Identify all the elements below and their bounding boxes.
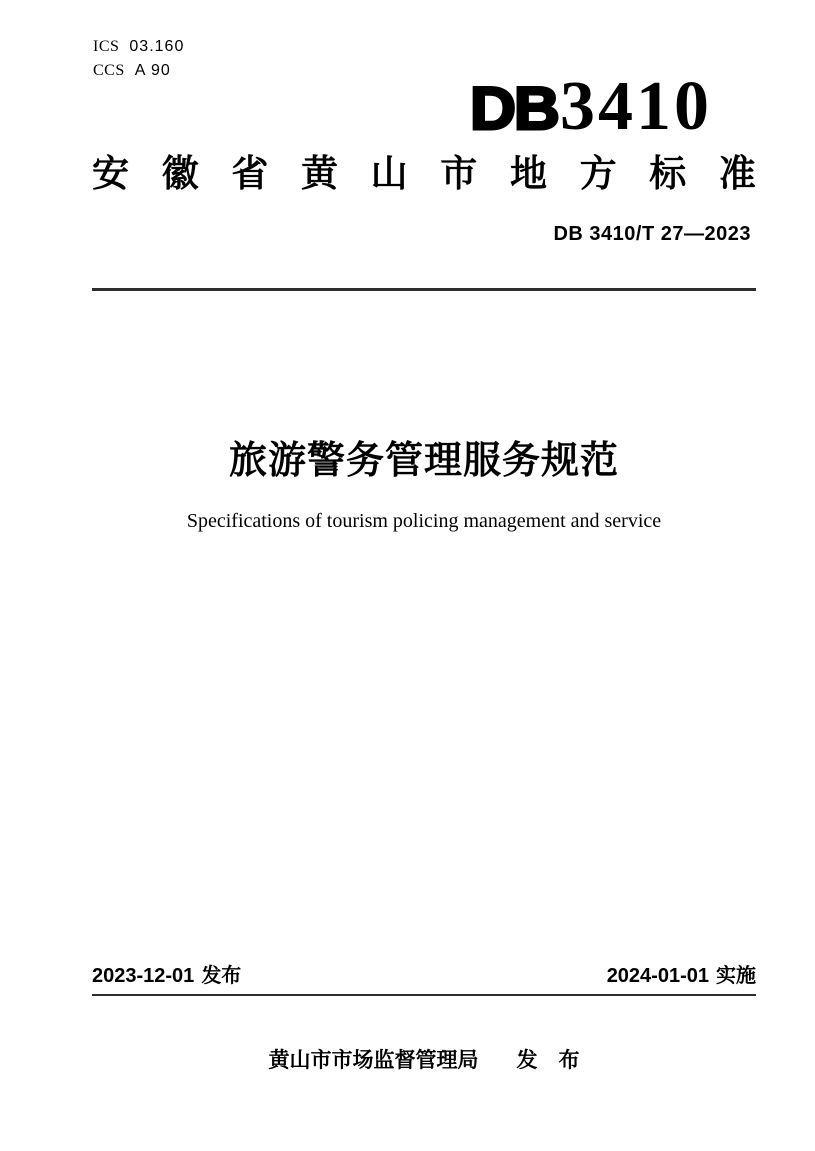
issue-date: 2023-12-01 bbox=[92, 965, 195, 987]
implementation-date-group bbox=[607, 964, 756, 988]
logo-prefix: DB bbox=[470, 75, 558, 142]
logo-number: 3410 bbox=[560, 68, 712, 145]
ics-value: 03.160 bbox=[129, 38, 185, 55]
issue-date-group bbox=[92, 964, 241, 988]
db-standard-logo bbox=[470, 68, 712, 145]
dates-row bbox=[92, 964, 756, 988]
implementation-date: 2024-01-01 bbox=[606, 965, 709, 987]
document-number: DB 3410/T 27—2023 bbox=[553, 223, 751, 245]
document-title-en: Specifications of tourism policing management and service bbox=[186, 510, 662, 532]
ccs-value: A 90 bbox=[134, 62, 171, 79]
standard-type-heading: 安 徽 省 黄 山 市 地 方 标 准 bbox=[92, 153, 756, 194]
issue-label: 发布 bbox=[201, 965, 242, 987]
publisher-name: 黄山市市场监督管理局 bbox=[268, 1049, 479, 1072]
publisher-action: 发 布 bbox=[516, 1049, 580, 1072]
implementation-label: 实施 bbox=[716, 965, 756, 987]
document-title-zh: 旅游警务管理服务规范 bbox=[228, 440, 619, 482]
footer-rule bbox=[92, 994, 756, 996]
ics-label: ICS bbox=[93, 38, 120, 55]
ccs-label: CCS bbox=[93, 62, 125, 79]
ics-row bbox=[93, 35, 184, 59]
header-rule bbox=[92, 288, 756, 291]
classification-block bbox=[93, 35, 184, 83]
ccs-row bbox=[93, 59, 184, 83]
publisher-row bbox=[92, 1048, 756, 1073]
